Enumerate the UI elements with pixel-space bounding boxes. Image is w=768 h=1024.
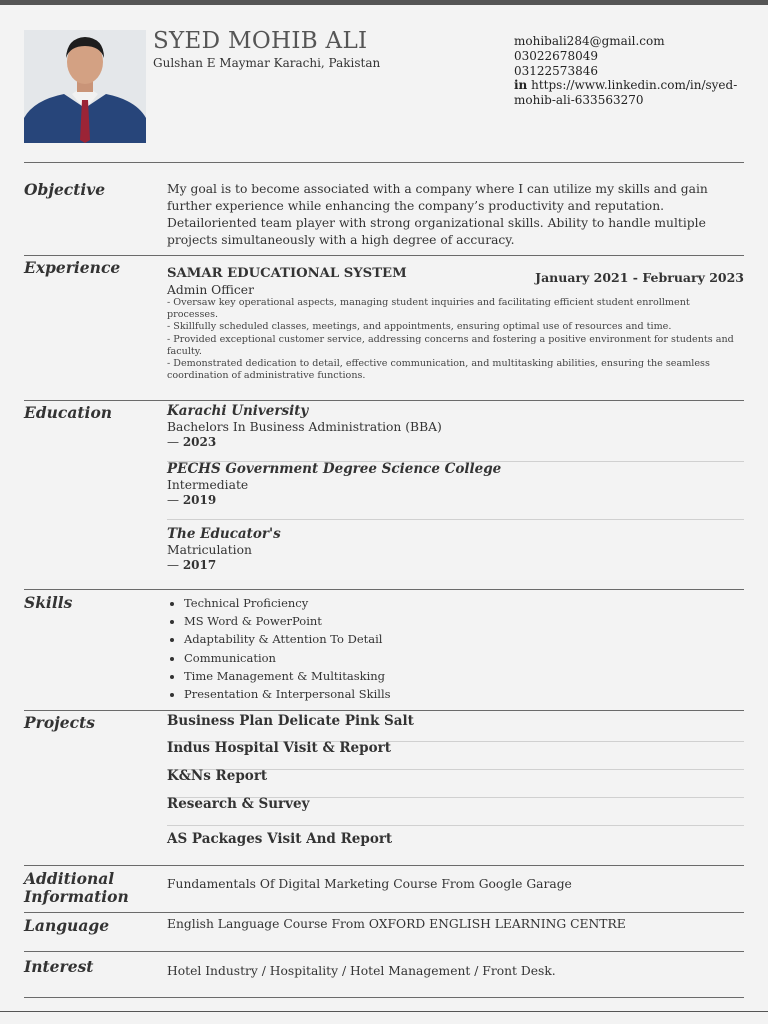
subdivider — [167, 825, 744, 826]
education-year: — 2019 — [167, 493, 217, 507]
divider — [24, 589, 744, 590]
education-degree: Bachelors In Business Administration (BBA) — [167, 420, 442, 434]
profile-photo — [24, 30, 146, 143]
section-label-additional: Additional Information — [24, 869, 129, 906]
email-link[interactable]: mohibali284@gmail.com — [514, 34, 665, 48]
skill-item: Time Management & Multitasking — [167, 667, 391, 685]
duty-item: - Oversaw key operational aspects, managing student inquiries and facilitating efficient student enrollment processes. — [167, 297, 690, 321]
education-institution: The Educator's — [167, 526, 281, 542]
education-year: — 2017 — [167, 558, 217, 572]
education-year: — 2023 — [167, 435, 217, 449]
additional-text: Fundamentals Of Digital Marketing Course From Google Garage — [167, 877, 572, 891]
duty-item: - Skillfully scheduled classes, meetings, and appointments, ensuring optimal use of resources and time. — [167, 321, 672, 333]
divider — [24, 162, 744, 163]
experience-dates: January 2021 - February 2023 — [535, 270, 744, 285]
experience-company: SAMAR EDUCATIONAL SYSTEM — [167, 266, 407, 281]
subdivider — [167, 519, 744, 520]
linkedin-link[interactable]: https://www.linkedin.com/in/syed-mohib-ali-633563270 — [514, 78, 738, 108]
education-entry — [167, 526, 727, 573]
contact-info — [514, 34, 754, 108]
education-degree: Matriculation — [167, 543, 252, 557]
project-item: AS Packages Visit And Report — [167, 831, 393, 847]
divider — [24, 710, 744, 711]
section-label-interest: Interest — [24, 957, 94, 976]
duty-item: - Provided exceptional customer service, addressing concerns and fostering a positive environment for students and faculty. — [167, 333, 734, 357]
experience-role: Admin Officer — [167, 283, 254, 297]
project-item: Business Plan Delicate Pink Salt — [167, 713, 414, 729]
divider — [24, 997, 744, 998]
skills-list — [167, 594, 391, 703]
linkedin-icon: in — [514, 78, 528, 93]
bottom-border — [0, 1011, 768, 1012]
section-label-experience: Experience — [24, 258, 121, 277]
language-text: English Language Course From OXFORD ENGLISH LEARNING CENTRE — [167, 917, 626, 931]
section-label-education: Education — [24, 403, 113, 422]
project-item: K&Ns Report — [167, 768, 268, 784]
duty-item: - Demonstrated dedication to detail, effective communication, and multitasking abilities, ensuring the seamless coordination of administrative functions. — [167, 358, 710, 382]
divider — [24, 400, 744, 401]
phone-secondary: 03122573846 — [514, 63, 598, 78]
top-border — [0, 0, 768, 5]
divider — [24, 951, 744, 952]
education-entry — [167, 403, 727, 450]
interest-text: Hotel Industry / Hospitality / Hotel Management / Front Desk. — [167, 964, 556, 978]
divider — [24, 912, 744, 913]
education-institution: PECHS Government Degree Science College — [167, 461, 502, 477]
experience-duties — [167, 297, 735, 382]
skill-item: Adaptability & Attention To Detail — [167, 630, 391, 648]
skill-item: MS Word & PowerPoint — [167, 612, 391, 630]
skill-item: Communication — [167, 649, 391, 667]
skill-item: Presentation & Interpersonal Skills — [167, 685, 391, 703]
section-label-projects: Projects — [24, 713, 95, 732]
education-degree: Intermediate — [167, 478, 249, 492]
phone-primary: 03022678049 — [514, 48, 598, 63]
education-entry — [167, 461, 727, 508]
section-label-objective: Objective — [24, 180, 106, 199]
divider — [24, 865, 744, 866]
education-institution: Karachi University — [167, 403, 309, 419]
project-item: Research & Survey — [167, 796, 310, 812]
candidate-address: Gulshan E Maymar Karachi, Pakistan — [153, 56, 381, 70]
divider — [24, 255, 744, 256]
candidate-name: SYED MOHIB ALI — [153, 28, 368, 54]
linkedin-line[interactable] — [514, 78, 754, 108]
skill-item: Technical Proficiency — [167, 594, 391, 612]
project-item: Indus Hospital Visit & Report — [167, 740, 391, 756]
objective-text: My goal is to become associated with a company where I can utilize my skills and gain further experience while enhancing the company’s productivity and reputation. Detailoriented team player with strong organizational skills. Ability to handle multiple projects simultaneously with a high degree of accuracy. — [167, 182, 708, 247]
section-label-skills: Skills — [24, 593, 73, 612]
section-label-language: Language — [24, 916, 110, 935]
